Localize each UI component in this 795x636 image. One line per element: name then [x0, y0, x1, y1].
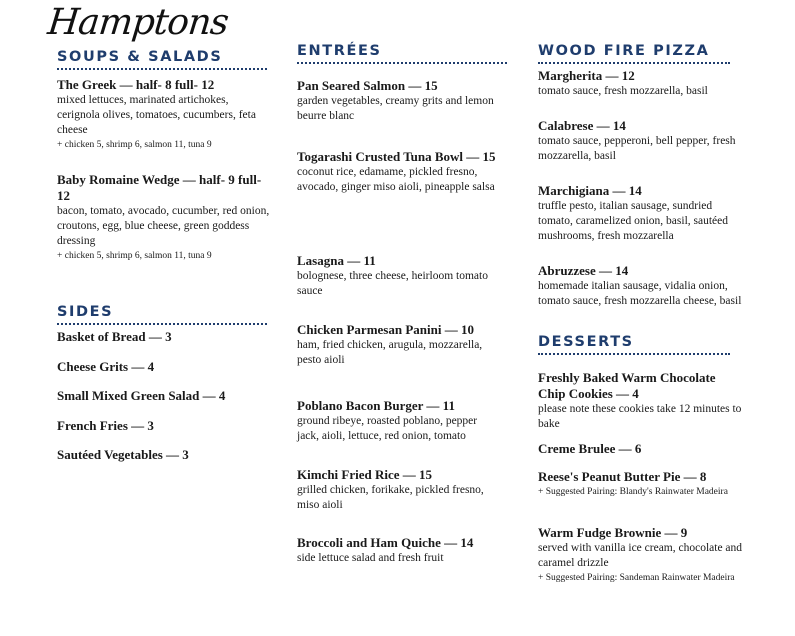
- menu-item-description: grilled chicken, forikake, pickled fresno, miso aioli: [297, 484, 484, 511]
- menu-item-basket-of-bread: [57, 329, 272, 345]
- menu-item-name: Creme Brulee — 6: [538, 441, 642, 456]
- menu-item-description: truffle pesto, italian sausage, sundried tomato, caramelized onion, basil, sautéed mushrooms, fresh mozzarella: [538, 200, 729, 242]
- menu-item-creme-brulee: [538, 441, 743, 457]
- menu-item-name: Freshly Baked Warm Chocolate Chip Cookies — 4: [538, 370, 716, 401]
- menu-item-name: Togarashi Crusted Tuna Bowl — 15: [297, 149, 496, 164]
- menu-item-kimchi-fried-rice: [297, 467, 497, 513]
- menu-item-pan-seared-salmon: [297, 78, 497, 124]
- menu-item-name: Cheese Grits — 4: [57, 359, 155, 374]
- menu-item-broccoli-ham-quiche: [297, 535, 497, 566]
- menu-item-description: bolognese, three cheese, heirloom tomato sauce: [297, 270, 488, 297]
- menu-item-description: homemade italian sausage, vidalia onion, tomato sauce, fresh mozzarella cheese, basil: [538, 280, 742, 307]
- section-divider: [57, 323, 267, 325]
- menu-item-small-mixed-green-salad: [57, 388, 272, 404]
- menu-item-addons: + chicken 5, shrimp 6, salmon 11, tuna 9: [57, 140, 212, 150]
- section-heading-text: DESSERTS: [538, 334, 634, 350]
- menu-item-name: Baby Romaine Wedge — half- 9 full- 12: [57, 172, 262, 203]
- menu-item-name: The Greek — half- 8 full- 12: [57, 77, 215, 92]
- menu-item-name: Poblano Bacon Burger — 11: [297, 398, 455, 413]
- menu-item-description: served with vanilla ice cream, chocolate and caramel drizzle: [538, 542, 743, 569]
- menu-item-description: ham, fried chicken, arugula, mozzarella, pesto aioli: [297, 339, 483, 366]
- menu-item-description: coconut rice, edamame, pickled fresno, avocado, ginger miso aioli, pineapple salsa: [297, 166, 495, 193]
- menu-item-pairing: + Suggested Pairing: Sandeman Rainwater Madeira: [538, 573, 735, 583]
- menu-item-addons: + chicken 5, shrimp 6, salmon 11, tuna 9: [57, 251, 212, 261]
- section-divider: [538, 62, 730, 64]
- menu-item-name: Kimchi Fried Rice — 15: [297, 467, 433, 482]
- section-divider: [538, 353, 730, 355]
- menu-item-description: bacon, tomato, avocado, cucumber, red onion, croutons, egg, blue cheese, green goddess dressing: [57, 205, 270, 247]
- section-heading-text: ENTRÉES: [297, 43, 382, 59]
- menu-item-abruzzese: [538, 263, 748, 309]
- menu-item-name: Warm Fudge Brownie — 9: [538, 525, 688, 540]
- menu-item-name: Small Mixed Green Salad — 4: [57, 388, 226, 403]
- section-heading-entrees: [297, 43, 507, 64]
- menu-item-description: garden vegetables, creamy grits and lemon beurre blanc: [297, 95, 494, 122]
- section-heading-text: SIDES: [57, 304, 114, 320]
- restaurant-logo: Hamptons: [45, 2, 230, 43]
- menu-item-name: Pan Seared Salmon — 15: [297, 78, 438, 93]
- section-heading-text: WOOD FIRE PIZZA: [538, 43, 710, 59]
- menu-item-chocolate-chip-cookies: [538, 370, 743, 432]
- menu-item-french-fries: [57, 418, 272, 434]
- menu-item-name: Chicken Parmesan Panini — 10: [297, 322, 474, 337]
- menu-item-margherita: [538, 68, 748, 99]
- menu-item-description: please note these cookies take 12 minutes to bake: [538, 403, 742, 430]
- menu-item-name: Lasagna — 11: [297, 253, 376, 268]
- menu-item-description: ground ribeye, roasted poblano, pepper jack, aioli, lettuce, red onion, tomato: [297, 415, 478, 442]
- menu-item-name: Calabrese — 14: [538, 118, 626, 133]
- menu-item-name: French Fries — 3: [57, 418, 154, 433]
- menu-item-description: mixed lettuces, marinated artichokes, cerignola olives, tomatoes, cucumbers, feta cheese: [57, 94, 256, 136]
- section-heading-sides: [57, 304, 267, 325]
- menu-item-description: tomato sauce, fresh mozzarella, basil: [538, 85, 708, 97]
- section-heading-soups-salads: [57, 49, 267, 70]
- menu-item-name: Sautéed Vegetables — 3: [57, 447, 189, 462]
- menu-item-chicken-parmesan-panini: [297, 322, 497, 368]
- menu-item-sauteed-vegetables: [57, 447, 272, 463]
- menu-item-baby-romaine-wedge: [57, 172, 272, 263]
- menu-item-peanut-butter-pie: [538, 469, 743, 499]
- section-heading-desserts: [538, 334, 730, 355]
- menu-item-name: Marchigiana — 14: [538, 183, 642, 198]
- menu-item-name: Reese's Peanut Butter Pie — 8: [538, 469, 707, 484]
- menu-item-name: Broccoli and Ham Quiche — 14: [297, 535, 474, 550]
- menu-item-name: Margherita — 12: [538, 68, 635, 83]
- menu-item-marchigiana: [538, 183, 748, 244]
- menu-item-the-greek: [57, 77, 272, 152]
- section-divider: [297, 62, 507, 64]
- menu-item-lasagna: [297, 253, 497, 299]
- menu-item-warm-fudge-brownie: [538, 525, 743, 585]
- menu-item-name: Basket of Bread — 3: [57, 329, 172, 344]
- section-divider: [57, 68, 267, 70]
- menu-item-name: Abruzzese — 14: [538, 263, 629, 278]
- section-heading-pizza: [538, 43, 730, 64]
- menu-item-togarashi-tuna-bowl: [297, 149, 497, 195]
- section-heading-text: SOUPS & SALADS: [57, 49, 223, 65]
- menu-item-description: tomato sauce, pepperoni, bell pepper, fresh mozzarella, basil: [538, 135, 736, 162]
- menu-item-poblano-bacon-burger: [297, 398, 497, 444]
- menu-item-pairing: + Suggested Pairing: Blandy's Rainwater Madeira: [538, 487, 728, 497]
- menu-item-calabrese: [538, 118, 748, 164]
- menu-item-cheese-grits: [57, 359, 272, 375]
- menu-item-description: side lettuce salad and fresh fruit: [297, 552, 444, 564]
